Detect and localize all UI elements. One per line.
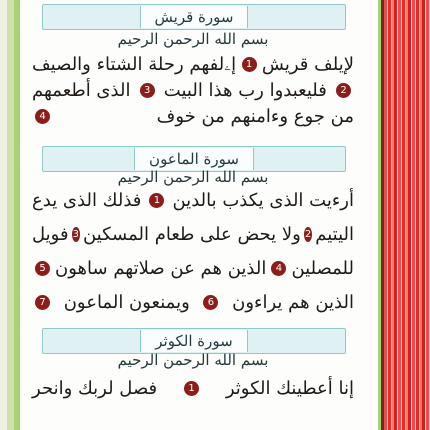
verse-text: فويل — [32, 224, 69, 245]
verse-text: لإيلف قريش — [261, 54, 354, 75]
verse-text: فليعبدوا رب هذا البيت — [163, 80, 327, 101]
ayah-number-marker: 4 — [35, 109, 50, 124]
verse-text: فصل لربك وانحر — [32, 378, 158, 399]
verse-text: الذى أطعمهم — [32, 80, 131, 101]
verse-line — [32, 224, 354, 245]
verse-text: الذين هم عن صلاتهم ساهون — [55, 258, 267, 279]
ayah-number-marker: 1 — [242, 57, 257, 72]
ayah-number-marker: 4 — [271, 261, 286, 276]
ayah-number-marker: 2 — [304, 229, 312, 240]
verse-text: ولا يحض على طعام المسكين — [82, 224, 301, 245]
verse-line — [32, 258, 354, 279]
verse-text: إۦلفهم رحلة الشتاء والصيف — [32, 54, 237, 75]
ayah-number-marker: 7 — [35, 295, 50, 310]
ayah-number-marker: 3 — [140, 83, 155, 98]
basmala: بسم الله الرحمن الرحيم — [117, 30, 269, 48]
surah-title: سورة الماعون — [134, 148, 254, 170]
ayah-number-marker: 5 — [35, 261, 50, 276]
striped-book-edge — [384, 0, 430, 430]
verse-line — [32, 106, 354, 127]
surah-header — [42, 4, 346, 30]
ayah-number-marker: 3 — [72, 229, 79, 240]
verse-text: من جوع وءامنهم من خوف — [156, 106, 354, 127]
verse-text: اليتيم — [315, 224, 354, 245]
ayah-number-marker: 6 — [203, 295, 218, 310]
surah-title: سورة قريش — [140, 6, 249, 28]
verse-text: الذين هم يراءون — [232, 292, 354, 313]
verse-text: إنا أعطينك الكوثر — [225, 378, 354, 399]
verse-text: فذلك الذى يدع — [32, 190, 142, 211]
left-binding — [0, 0, 14, 430]
verse-line — [32, 378, 354, 399]
ayah-number-marker: 1 — [184, 381, 199, 396]
verse-line — [32, 54, 354, 75]
verse-line — [32, 190, 354, 211]
verse-text: ويمنعون الماعون — [63, 292, 190, 313]
verse-line — [32, 292, 354, 313]
ayah-number-marker: 2 — [336, 83, 351, 98]
verse-text: أرءيت الذى يكذب بالدين — [172, 190, 354, 211]
basmala: بسم الله الرحمن الرحيم — [117, 168, 269, 186]
surah-title: سورة الكوثر — [140, 330, 247, 352]
verse-line — [32, 80, 354, 101]
verse-text: للمصلين — [291, 258, 354, 279]
ayah-number-marker: 1 — [149, 193, 164, 208]
basmala: بسم الله الرحمن الرحيم — [117, 351, 269, 369]
